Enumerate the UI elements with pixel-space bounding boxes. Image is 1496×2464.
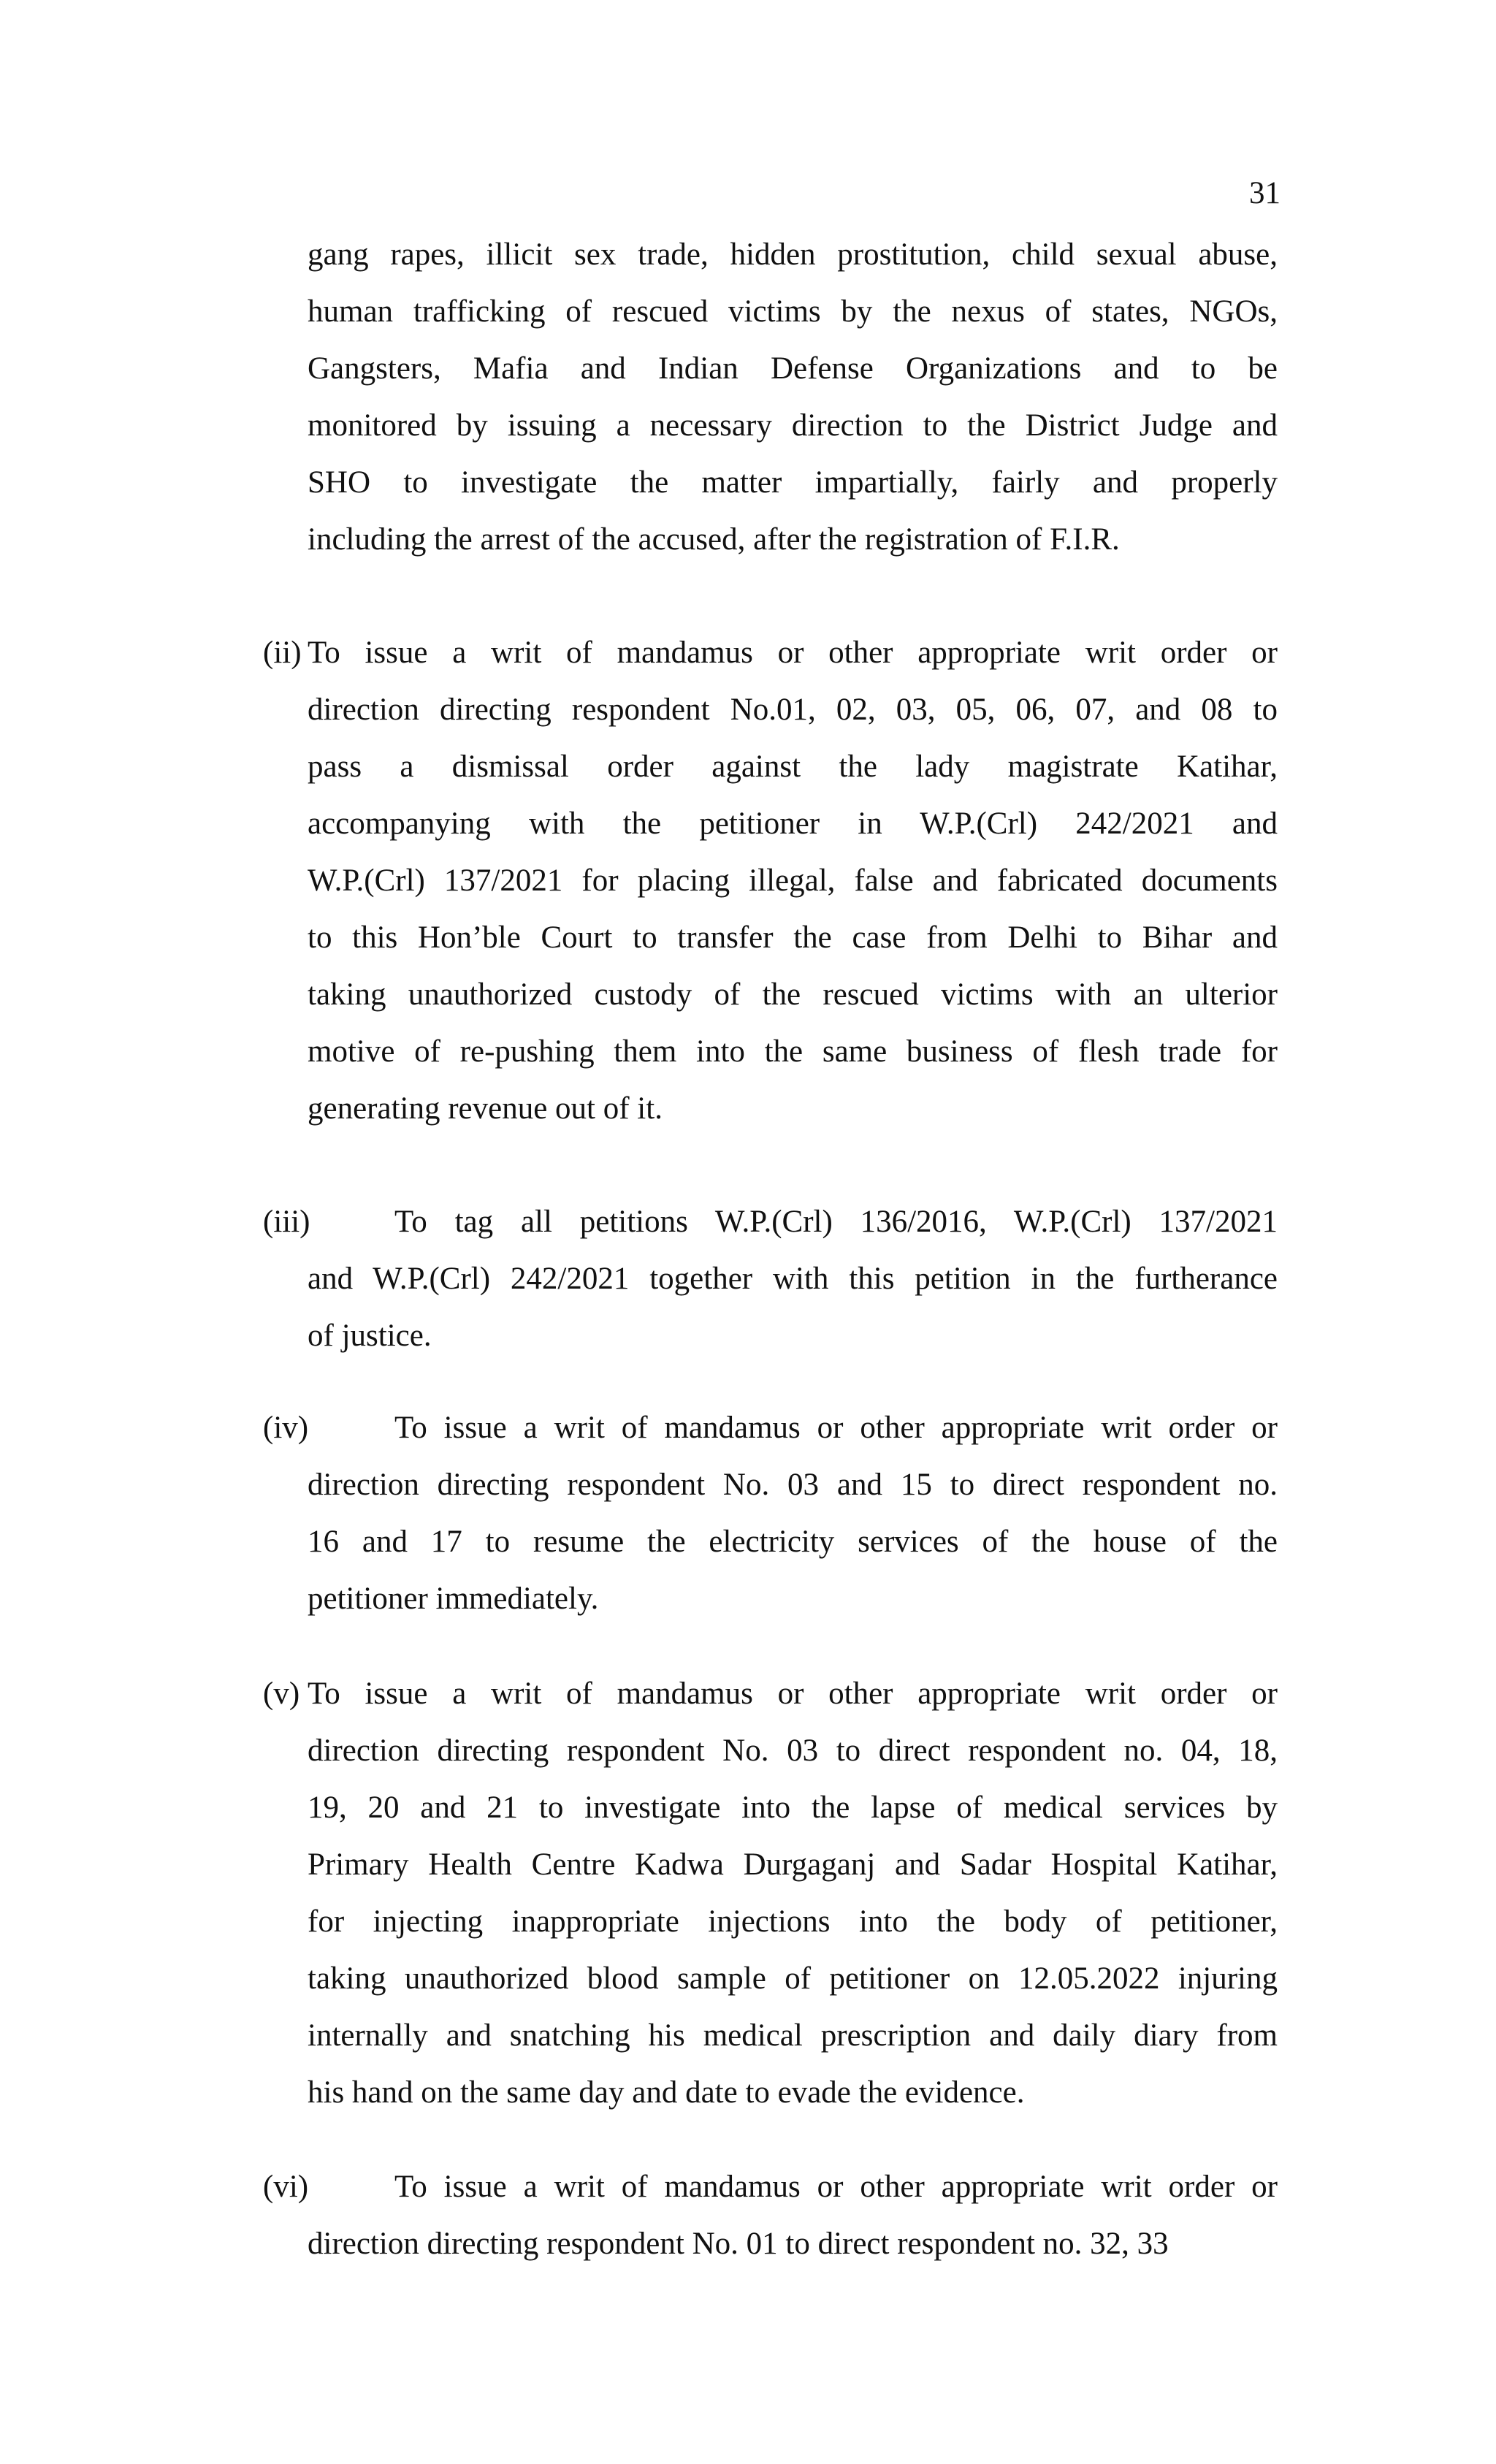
paragraph-line: of justice. bbox=[308, 1319, 432, 1353]
item-marker: (vi) bbox=[263, 2170, 309, 2204]
paragraph-line: pass a dismissal order against the lady magistrate Katihar, bbox=[308, 750, 1278, 784]
paragraph-line: human trafficking of rescued victims by the nexus of states, NGOs, bbox=[308, 294, 1278, 329]
intro-paragraph bbox=[308, 226, 1278, 568]
item-marker: (iv) bbox=[263, 1411, 309, 1445]
item-body bbox=[308, 2216, 1278, 2273]
paragraph-line: direction directing respondent No. 01 to direct respondent no. 32, 33 bbox=[308, 2227, 1169, 2261]
paragraph-line: monitored by issuing a necessary direction to the District Judge and bbox=[308, 408, 1278, 443]
paragraph-line: Gangsters, Mafia and Indian Defense Organizations and to be bbox=[308, 351, 1278, 386]
paragraph-line: Primary Health Centre Kadwa Durgaganj and Sadar Hospital Katihar, bbox=[308, 1847, 1278, 1882]
item-marker: (v) bbox=[263, 1677, 300, 1711]
item-first-line: To issue a writ of mandamus or other appropriate writ order or bbox=[308, 636, 1278, 670]
paragraph-line: direction directing respondent No. 03 to direct respondent no. 04, 18, bbox=[308, 1733, 1278, 1768]
paragraph-line: to this Hon’ble Court to transfer the case from Delhi to Bihar and bbox=[308, 920, 1278, 955]
paragraph-line: SHO to investigate the matter impartially, fairly and properly bbox=[308, 465, 1278, 500]
item-body bbox=[308, 1251, 1278, 1365]
paragraph-line: gang rapes, illicit sex trade, hidden prostitution, child sexual abuse, bbox=[308, 237, 1278, 272]
paragraph-line: direction directing respondent No. 03 and 15 to direct respondent no. bbox=[308, 1468, 1278, 1502]
page-number: 31 bbox=[1249, 176, 1281, 210]
item-body bbox=[308, 1723, 1278, 2121]
paragraph-line: direction directing respondent No.01, 02, 03, 05, 06, 07, and 08 to bbox=[308, 693, 1278, 727]
paragraph-line: petitioner immediately. bbox=[308, 1582, 599, 1616]
paragraph-line: taking unauthorized blood sample of petitioner on 12.05.2022 injuring bbox=[308, 1961, 1278, 1996]
item-marker: (ii) bbox=[263, 636, 302, 670]
paragraph-line: his hand on the same day and date to evade the evidence. bbox=[308, 2075, 1025, 2110]
paragraph-line: generating revenue out of it. bbox=[308, 1091, 663, 1126]
item-first-line: To issue a writ of mandamus or other appropriate writ order or bbox=[394, 2170, 1278, 2204]
item-marker: (iii) bbox=[263, 1205, 310, 1239]
paragraph-line: motive of re-pushing them into the same business of flesh trade for bbox=[308, 1034, 1278, 1069]
paragraph-line: for injecting inappropriate injections into the body of petitioner, bbox=[308, 1904, 1278, 1939]
item-body bbox=[308, 1457, 1278, 1628]
paragraph-line: 19, 20 and 21 to investigate into the lapse of medical services by bbox=[308, 1790, 1278, 1825]
paragraph-line: including the arrest of the accused, after the registration of F.I.R. bbox=[308, 522, 1120, 557]
item-first-line: To issue a writ of mandamus or other appropriate writ order or bbox=[394, 1411, 1278, 1445]
paragraph-line: 16 and 17 to resume the electricity services of the house of the bbox=[308, 1525, 1278, 1559]
paragraph-line: W.P.(Crl) 137/2021 for placing illegal, false and fabricated documents bbox=[308, 863, 1278, 898]
item-first-line: To tag all petitions W.P.(Crl) 136/2016, W.P.(Crl) 137/2021 bbox=[394, 1205, 1278, 1239]
item-body bbox=[308, 682, 1278, 1137]
paragraph-line: accompanying with the petitioner in W.P.(Crl) 242/2021 and bbox=[308, 806, 1278, 841]
item-first-line: To issue a writ of mandamus or other appropriate writ order or bbox=[308, 1677, 1278, 1711]
paragraph-line: taking unauthorized custody of the rescued victims with an ulterior bbox=[308, 977, 1278, 1012]
paragraph-line: internally and snatching his medical prescription and daily diary from bbox=[308, 2018, 1278, 2053]
paragraph-line: and W.P.(Crl) 242/2021 together with this petition in the furtherance bbox=[308, 1262, 1278, 1296]
